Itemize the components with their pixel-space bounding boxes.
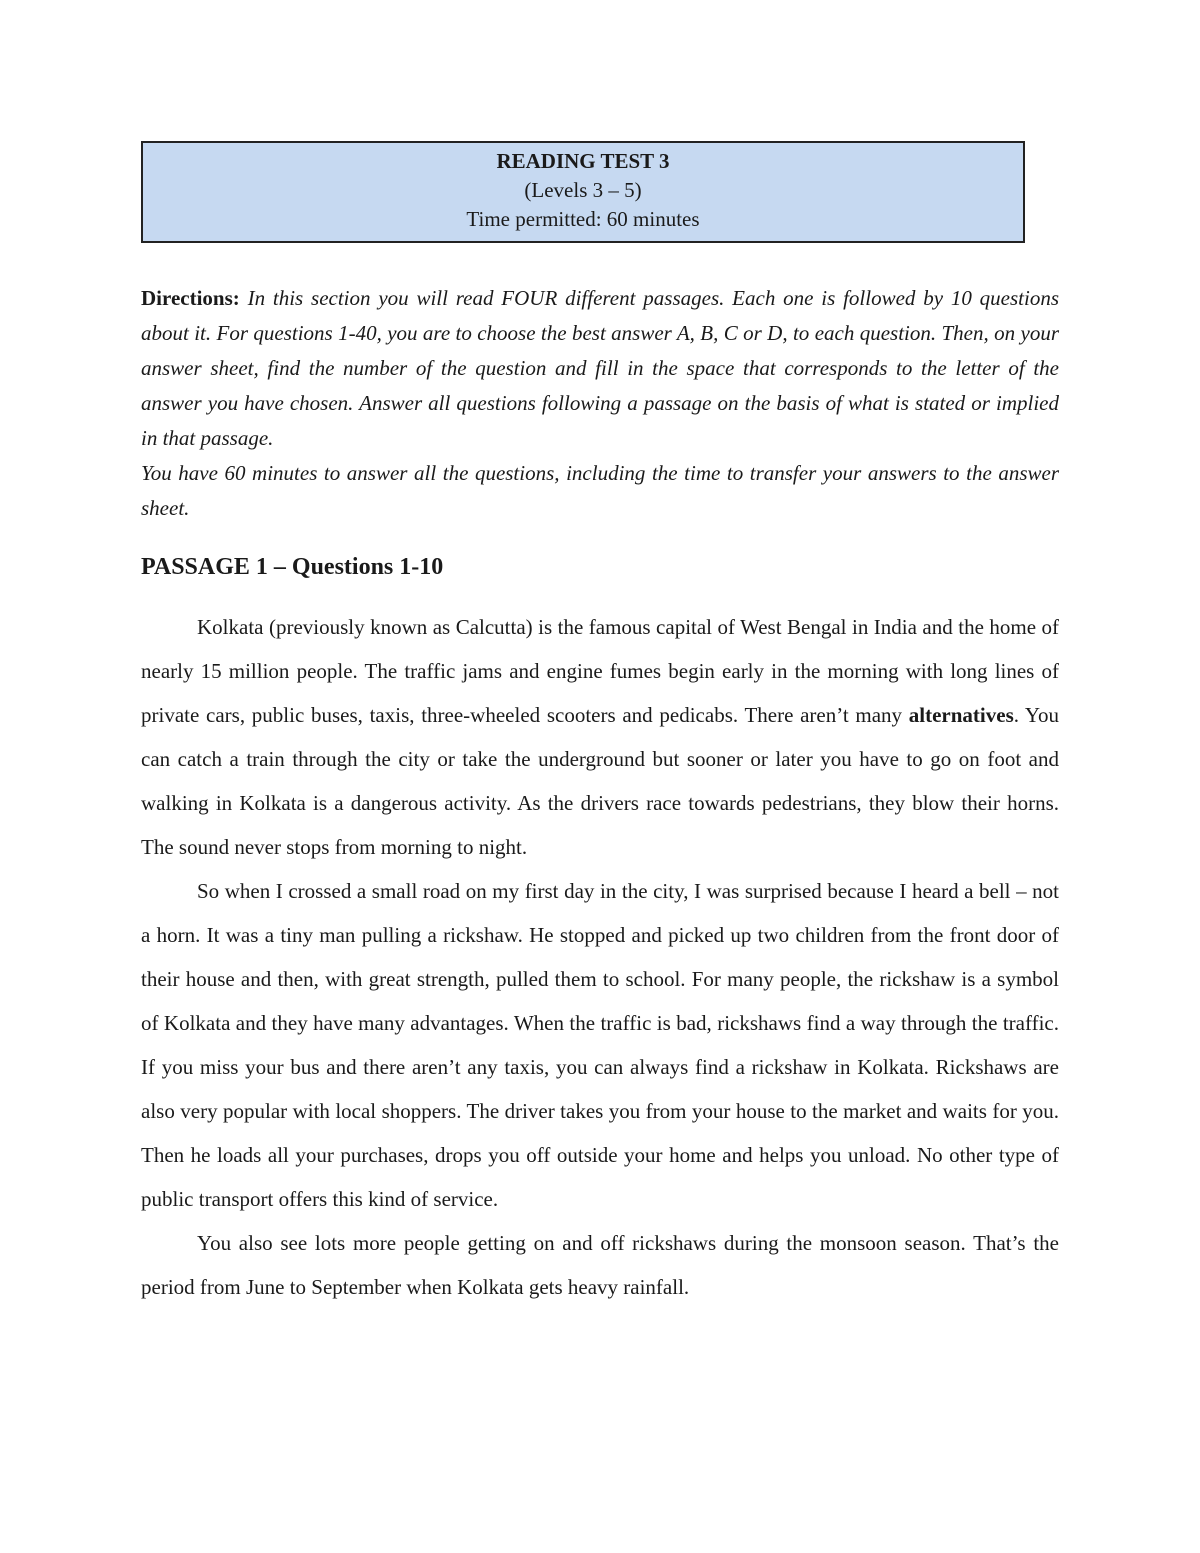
document-page xyxy=(141,0,1059,1553)
directions-text-2: You have 60 minutes to answer all the questions, including the time to transfer your answers to the answer sheet. xyxy=(141,461,1059,520)
test-title: READING TEST 3 xyxy=(496,149,670,173)
test-time-permitted: Time permitted: 60 minutes xyxy=(466,207,700,231)
passage-keyword-alternatives: alternatives xyxy=(908,703,1014,727)
passage-paragraph-2: So when I crossed a small road on my first day in the city, I was surprised because I heard a bell – not a horn. It was a tiny man pulling a rickshaw. He stopped and picked up two children from the front door of their house and then, with great strength, pulled them to school. For many people, the rickshaw is a symbol of Kolkata and they have many advantages. When the traffic is bad, rickshaws find a way through the traffic. If you miss your bus and there aren’t any taxis, you can always find a rickshaw in Kolkata. Rickshaws are also very popular with local shoppers. The driver takes you from your house to the market and waits for you. Then he loads all your purchases, drops you off outside your home and helps you unload. No other type of public transport offers this kind of service. xyxy=(141,879,1059,1211)
directions-text-1: In this section you will read FOUR different passages. Each one is followed by 10 questions about it. For questions 1-40, you are to choose the best answer A, B, C or D, to each question. Then, on your answer sheet, find the number of the question and fill in the space that corresponds to the letter of the answer you have chosen. Answer all questions following a passage on the basis of what is stated or implied in that passage. xyxy=(141,286,1059,450)
passage-paragraph-1-part-a: Kolkata (previously known as Calcutta) is the famous capital of West Bengal in India and the home of nearly 15 million people. The traffic jams and engine fumes begin early in the morning with long lines of private cars, public buses, taxis, three-wheeled scooters and pedicabs. There aren’t many xyxy=(141,615,1059,727)
directions-paragraph-1 xyxy=(141,281,1059,456)
directions-block xyxy=(141,281,1059,526)
passage-paragraph-1 xyxy=(141,605,1059,869)
passage-body xyxy=(141,605,1059,1309)
directions-label: Directions: xyxy=(141,286,240,310)
passage-paragraph-3: You also see lots more people getting on and off rickshaws during the monsoon season. That’s the period from June to September when Kolkata gets heavy rainfall. xyxy=(141,1231,1059,1299)
test-header-box xyxy=(141,141,1025,243)
passage-heading: PASSAGE 1 – Questions 1-10 xyxy=(141,554,444,580)
passage-paragraph-1-part-b: . You can catch a train through the city or take the underground but sooner or later you have to go on foot and walking in Kolkata is a dangerous activity. As the drivers race towards pedestrians, they blow their horns. The sound never stops from morning to night. xyxy=(141,703,1059,859)
test-levels: (Levels 3 – 5) xyxy=(524,178,642,202)
